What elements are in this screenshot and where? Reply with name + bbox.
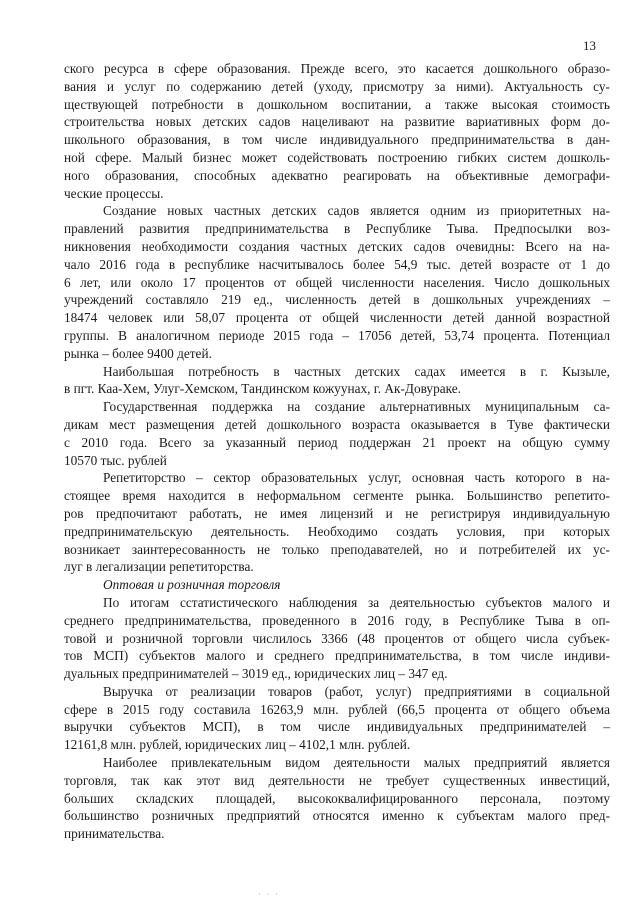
text-line: ческие процессы. bbox=[64, 185, 164, 201]
text-line: принимательства. bbox=[64, 826, 165, 842]
text-line: группы. В аналогичном периоде 2015 года – 17056 детей, 53,74 процента. Потенциал bbox=[64, 327, 610, 343]
text-line: Государственная поддержка на создание альтернативных муниципальным са- bbox=[103, 399, 610, 415]
text-line: По итогам сстатистического наблюдения за деятельностью субъектов малого и bbox=[103, 594, 610, 610]
text-line: ного образования, способных адекватно реагировать на объективные демографи- bbox=[64, 167, 610, 183]
text-line: предпринимательскую деятельность. Необходимо создать условия, при которых bbox=[64, 523, 610, 539]
paragraph bbox=[64, 398, 610, 469]
text-line: выручки субъектов МСП), в том числе индивидуальных предпринимателей – bbox=[64, 719, 610, 735]
text-line: ров предпочитают работать, не имея лицензий и не регистрируя индивидуальную bbox=[64, 505, 610, 521]
text-line: никновения необходимости создания частных детских садов очевидны: Всего на на- bbox=[64, 238, 610, 254]
text-line: с 2010 года. Всего за указанный период поддержан 21 проект на общую сумму bbox=[64, 434, 610, 450]
section-heading bbox=[64, 576, 610, 594]
text-line: возникает заинтересованность не только преподавателей, но и потребителей их ус- bbox=[64, 541, 610, 557]
paragraph bbox=[64, 202, 610, 362]
scan-artifact: · · · bbox=[258, 890, 280, 899]
text-line: учреждений составляло 219 ед., численность детей в дошкольных учреждениях – bbox=[64, 292, 610, 308]
text-line: Создание новых частных детских садов является одним из приоритетных на- bbox=[103, 203, 610, 219]
text-line: рынка – более 9400 детей. bbox=[64, 345, 212, 361]
text-line: сфере в 2015 году составила 16263,9 млн. рублей (66,5 процента от общего объема bbox=[64, 701, 610, 717]
paragraph bbox=[64, 594, 610, 683]
text-line: ского ресурса в сфере образования. Прежде всего, это касается дошкольного образо- bbox=[64, 61, 610, 76]
page-number: 13 bbox=[583, 38, 596, 53]
text-line: больших складских площадей, высококвалифицированного персонала, поэтому bbox=[64, 790, 610, 806]
text-line: 6 лет, или около 17 процентов от общей численности населения. Число дошкольных bbox=[64, 274, 610, 290]
text-line: торговля, так как этот вид деятельности не требует существенных инвестиций, bbox=[64, 772, 610, 788]
text-line: тов МСП) субъектов малого и среднего предпринимательства, в том числе индиви- bbox=[64, 648, 610, 664]
text-line: Репетиторство – сектор образовательных услуг, основная часть которого в на- bbox=[103, 470, 610, 486]
text-line: чало 2016 года в республике насчитывалось более 54,9 тыс. детей возрасте от 1 до bbox=[64, 256, 610, 272]
text-line: школьного образования, в том числе индивидуального предпринимательства в дан- bbox=[64, 132, 610, 148]
paragraph bbox=[64, 469, 610, 576]
text-line: дикам мест размещения детей дошкольного возраста оказывается в Туве фактически bbox=[64, 416, 610, 432]
text-line: Выручка от реализации товаров (работ, услуг) предприятиями в социальной bbox=[103, 683, 610, 699]
text-line: 18474 человек или 58,07 процента от общей численности детей данной возрастной bbox=[64, 310, 610, 326]
text-line: 12161,8 млн. рублей, юридических лиц – 4102,1 млн. рублей. bbox=[64, 737, 411, 753]
text-line: стоящее время находится в неформальном сегменте рынка. Большинство репетито- bbox=[64, 488, 610, 504]
text-line: Наибольшая потребность в частных детских садах имеется в г. Кызыле, bbox=[103, 363, 610, 379]
document-body bbox=[64, 60, 610, 843]
text-line: в пгт. Каа-Хем, Улуг-Хемском, Тандинском кожуунах, г. Ак-Довураке. bbox=[64, 381, 461, 397]
text-line: среднего предпринимательства, проведенного в 2016 году, в Республике Тыва в оп- bbox=[64, 612, 610, 628]
paragraph bbox=[64, 363, 610, 399]
text-line: Оптовая и розничная торговля bbox=[103, 577, 281, 593]
text-line: дуальных предпринимателей – 3019 ед., юридических лиц – 347 ед. bbox=[64, 666, 448, 682]
text-line: вания и услуг по содержанию детей (уходу, присмотру за ними). Актуальность су- bbox=[64, 78, 610, 94]
text-line: товой и розничной торговли числилось 3366 (48 процентов от общего числа субъек- bbox=[64, 630, 610, 646]
text-line: 10570 тыс. рублей bbox=[64, 452, 167, 468]
text-line: Наиболее привлекательным видом деятельности малых предприятий является bbox=[103, 755, 610, 771]
text-line: ной сфере. Малый бизнес может содействовать построению гибких систем дошколь- bbox=[64, 149, 610, 165]
text-line: луг в легализации репетиторства. bbox=[64, 559, 254, 575]
text-line: большинство розничных предприятий относятся именно к субъектам малого пред- bbox=[64, 808, 610, 824]
paragraph bbox=[64, 60, 610, 202]
text-line: ществующей потребности в дошкольном воспитании, а также высокая стоимость bbox=[64, 96, 610, 112]
paragraph bbox=[64, 754, 610, 843]
text-line: строительства новых детских садов нацеливают на развитие вариативных форм до- bbox=[64, 114, 610, 130]
text-line: правлений развития предпринимательства в Республике Тыва. Предпосылки воз- bbox=[64, 221, 610, 237]
paragraph bbox=[64, 683, 610, 754]
